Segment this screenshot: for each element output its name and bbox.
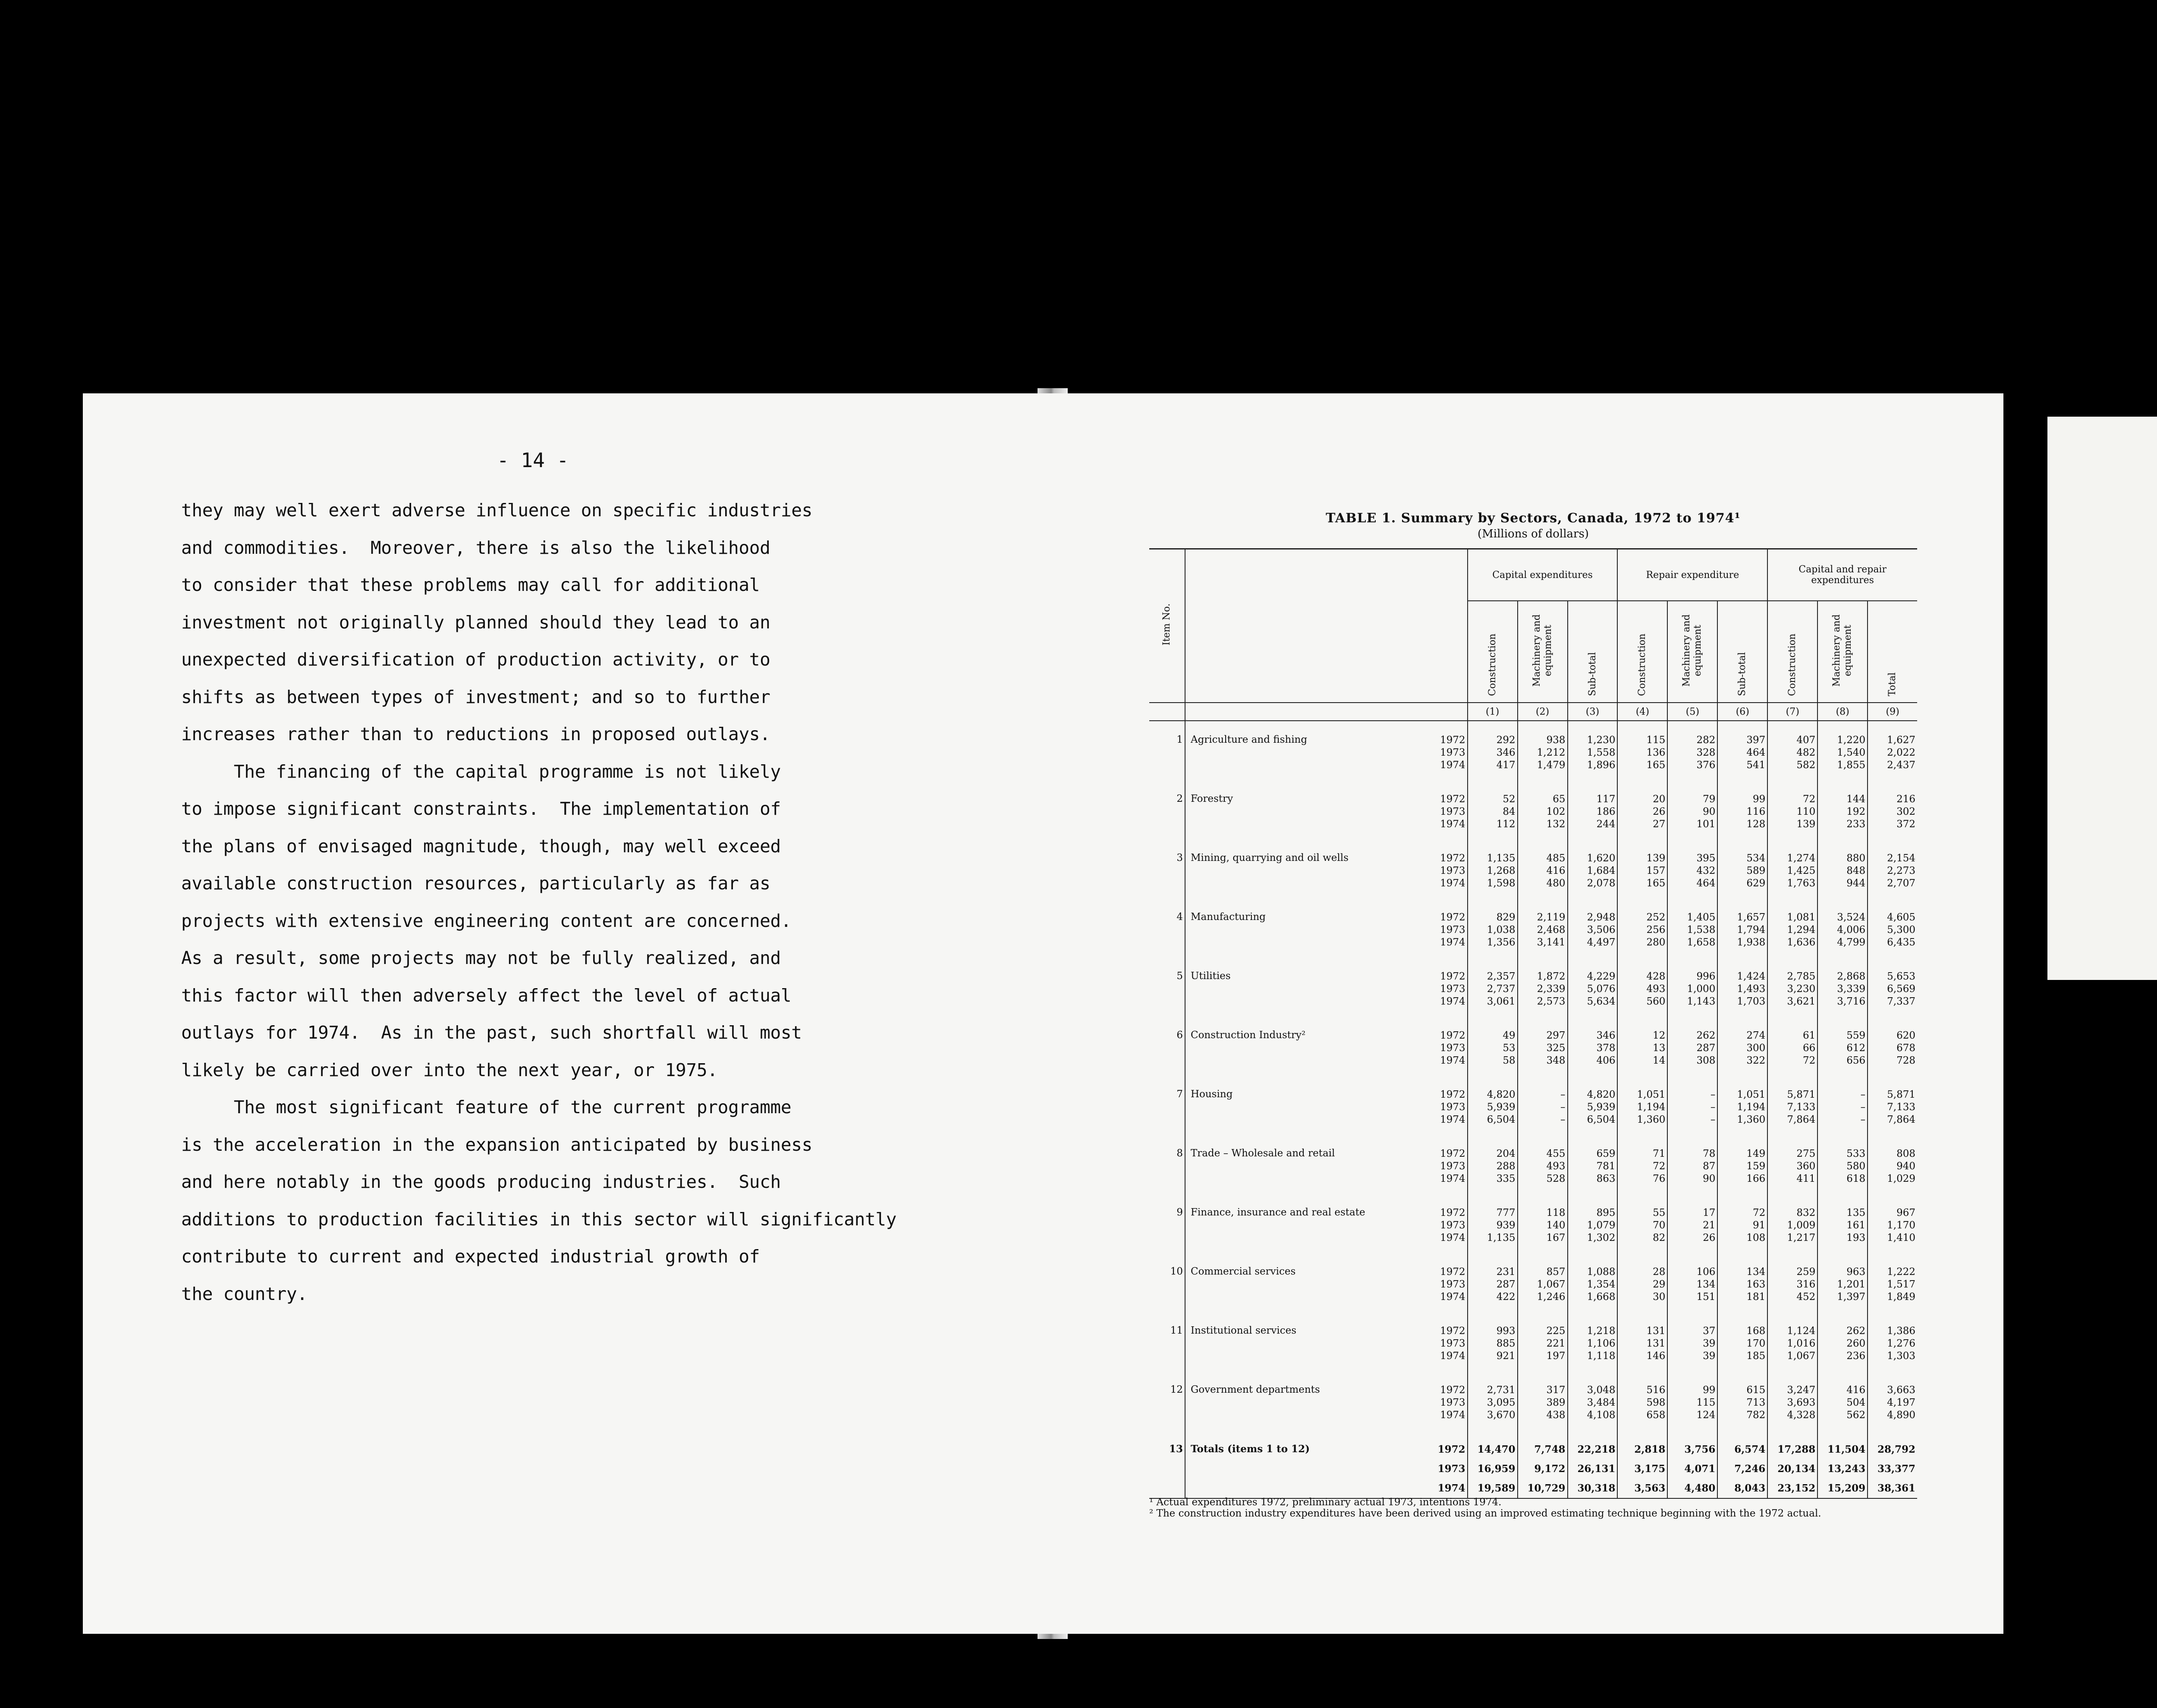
item-no-header: Item No. <box>1149 549 1185 703</box>
value-cell: 1,274 1,425 1,763 <box>1767 839 1817 898</box>
total-cell: 2,818 <box>1617 1430 1667 1459</box>
value-cell: 3,663 4,197 4,890 <box>1868 1371 1917 1430</box>
value-cell: 1,657 1,794 1,938 <box>1717 898 1767 958</box>
value-cell: – – – <box>1817 1076 1868 1135</box>
value-cell: 395 432 464 <box>1667 839 1717 898</box>
item-number: 2 <box>1176 793 1183 804</box>
total-cell: 28,792 <box>1868 1430 1917 1459</box>
item-number: 10 <box>1170 1266 1183 1277</box>
total-cell: 13,243 <box>1817 1459 1868 1479</box>
right-page <box>1046 393 2003 1634</box>
value-cell: 134 163 181 <box>1717 1253 1767 1312</box>
table-row <box>1149 1017 1917 1076</box>
value-cell: 2,785 3,230 3,621 <box>1767 958 1817 1017</box>
column-number: (1) <box>1468 703 1518 721</box>
value-cell: 455 493 528 <box>1518 1135 1568 1194</box>
totals-label <box>1185 1459 1429 1479</box>
total-cell: 10,729 <box>1518 1479 1568 1498</box>
value-cell: 1,620 1,684 2,078 <box>1568 839 1618 898</box>
item-number: 1 <box>1176 734 1183 745</box>
total-cell: 7,246 <box>1717 1459 1767 1479</box>
total-cell: 26,131 <box>1568 1459 1618 1479</box>
value-cell: 1,124 1,016 1,067 <box>1767 1312 1817 1371</box>
text-line: and commodities. Moreover, there is also the likelihood <box>181 537 770 558</box>
value-cell: 2,154 2,273 2,707 <box>1868 839 1917 898</box>
total-cell: 17,288 <box>1767 1430 1817 1459</box>
table-row <box>1149 1312 1917 1371</box>
value-cell: 659 781 863 <box>1568 1135 1618 1194</box>
value-cell: 397 464 541 <box>1717 721 1767 780</box>
value-cell: 49 53 58 <box>1468 1017 1518 1076</box>
text-line: outlays for 1974. As in the past, such shortfall will most <box>181 1022 802 1043</box>
total-cell: 11,504 <box>1817 1430 1868 1459</box>
item-number: 11 <box>1170 1325 1183 1336</box>
sector-label: Agriculture and fishing <box>1185 721 1429 780</box>
table-title: TABLE 1. Summary by Sectors, Canada, 1972 to 1974¹ <box>1326 511 1741 526</box>
year-labels: 1972 1973 1974 <box>1440 735 1465 771</box>
value-cell: 993 885 921 <box>1468 1312 1518 1371</box>
total-cell: 23,152 <box>1767 1479 1817 1498</box>
column-header: Machinery and equipment <box>1817 601 1868 703</box>
value-cell: 967 1,170 1,410 <box>1868 1194 1917 1253</box>
value-cell: 5,871 7,133 7,864 <box>1868 1076 1917 1135</box>
value-cell: 2,357 2,737 3,061 <box>1468 958 1518 1017</box>
value-cell: 1,424 1,493 1,703 <box>1717 958 1767 1017</box>
text-line: investment not originally planned should they lead to an <box>181 612 770 633</box>
value-cell: 72 91 108 <box>1717 1194 1767 1253</box>
value-cell: 3,524 4,006 4,799 <box>1817 898 1868 958</box>
column-number: (9) <box>1868 703 1917 721</box>
table-row <box>1149 1076 1917 1135</box>
year-labels: 1972 1973 1974 <box>1440 1148 1465 1184</box>
value-cell: 4,820 5,939 6,504 <box>1568 1076 1618 1135</box>
totals-row <box>1149 1459 1917 1479</box>
value-cell: 252 256 280 <box>1617 898 1667 958</box>
value-cell: 516 598 658 <box>1617 1371 1667 1430</box>
total-cell: 6,574 <box>1717 1430 1767 1459</box>
totals-label: Totals (items 1 to 12) <box>1185 1430 1429 1459</box>
summary-table-block <box>1149 511 1917 1499</box>
value-cell: – – – <box>1518 1076 1568 1135</box>
value-cell: 262 260 236 <box>1817 1312 1868 1371</box>
total-cell: 19,589 <box>1468 1479 1518 1498</box>
value-cell: 72 110 139 <box>1767 780 1817 839</box>
value-cell: 996 1,000 1,143 <box>1667 958 1717 1017</box>
value-cell: 1,220 1,540 1,855 <box>1817 721 1868 780</box>
footnote-2: ² The construction industry expenditures have been derived using an improved estimating technique beginning with the 1972 actual. <box>1149 1508 1821 1519</box>
text-line: likely be carried over into the next year, or 1975. <box>181 1059 718 1080</box>
table-row <box>1149 1194 1917 1253</box>
item-number: 13 <box>1169 1443 1183 1455</box>
value-cell: 485 416 480 <box>1518 839 1568 898</box>
value-cell: 139 157 165 <box>1617 839 1667 898</box>
page-number: - 14 - <box>497 449 569 472</box>
column-number: (4) <box>1617 703 1667 721</box>
value-cell: 407 482 582 <box>1767 721 1817 780</box>
total-cell: 15,209 <box>1817 1479 1868 1498</box>
value-cell: 832 1,009 1,217 <box>1767 1194 1817 1253</box>
text-line: and here notably in the goods producing industries. Such <box>181 1171 781 1192</box>
total-cell: 33,377 <box>1868 1459 1917 1479</box>
value-cell: 117 186 244 <box>1568 780 1618 839</box>
value-cell: 1,088 1,354 1,668 <box>1568 1253 1618 1312</box>
value-cell: 880 848 944 <box>1817 839 1868 898</box>
table-row <box>1149 1371 1917 1430</box>
value-cell: 274 300 322 <box>1717 1017 1767 1076</box>
text-line: The most significant feature of the current programme <box>181 1097 792 1118</box>
body-text <box>181 492 1022 1312</box>
text-line: this factor will then adversely affect the level of actual <box>181 985 792 1006</box>
summary-table <box>1149 548 1917 1499</box>
value-cell: 963 1,201 1,397 <box>1817 1253 1868 1312</box>
total-cell: 14,470 <box>1468 1430 1518 1459</box>
column-number: (6) <box>1717 703 1767 721</box>
text-line: the country. <box>181 1283 308 1304</box>
sector-header <box>1185 549 1468 703</box>
year-label: 1974 <box>1429 1479 1468 1498</box>
table-row <box>1149 958 1917 1017</box>
value-cell: 428 493 560 <box>1617 958 1667 1017</box>
total-cell: 9,172 <box>1518 1459 1568 1479</box>
value-cell: 2,948 3,506 4,497 <box>1568 898 1618 958</box>
column-header: Construction <box>1617 601 1667 703</box>
value-cell: – – – <box>1667 1076 1717 1135</box>
year-labels: 1972 1973 1974 <box>1440 1266 1465 1303</box>
value-cell: 106 134 151 <box>1667 1253 1717 1312</box>
value-cell: 4,229 5,076 5,634 <box>1568 958 1618 1017</box>
year-labels: 1972 1973 1974 <box>1440 971 1465 1007</box>
item-number: 9 <box>1176 1207 1183 1218</box>
value-cell: 20 26 27 <box>1617 780 1667 839</box>
item-number <box>1149 1479 1185 1498</box>
text-line: unexpected diversification of production activity, or to <box>181 649 770 670</box>
col-num-spacer <box>1185 703 1468 721</box>
sector-label: Construction Industry² <box>1185 1017 1429 1076</box>
value-cell: 1,230 1,558 1,896 <box>1568 721 1618 780</box>
column-header: Construction <box>1468 601 1518 703</box>
value-cell: 65 102 132 <box>1518 780 1568 839</box>
year-labels: 1972 1973 1974 <box>1440 1207 1465 1243</box>
value-cell: 149 159 166 <box>1717 1135 1767 1194</box>
value-cell: 777 939 1,135 <box>1468 1194 1518 1253</box>
value-cell: 61 66 72 <box>1767 1017 1817 1076</box>
total-cell: 3,175 <box>1617 1459 1667 1479</box>
value-cell: 1,051 1,194 1,360 <box>1717 1076 1767 1135</box>
totals-row <box>1149 1479 1917 1498</box>
value-cell: 204 288 335 <box>1468 1135 1518 1194</box>
total-cell: 4,071 <box>1667 1459 1717 1479</box>
text-line: contribute to current and expected industrial growth of <box>181 1246 760 1267</box>
value-cell: 857 1,067 1,246 <box>1518 1253 1568 1312</box>
footnote-1: ¹ Actual expenditures 1972, preliminary actual 1973, intentions 1974. <box>1149 1497 1502 1508</box>
column-number: (7) <box>1767 703 1817 721</box>
sector-label: Manufacturing <box>1185 898 1429 958</box>
column-header: Sub-total <box>1717 601 1767 703</box>
value-cell: 262 287 308 <box>1667 1017 1717 1076</box>
text-line: The financing of the capital programme is not likely <box>181 761 781 782</box>
value-cell: 135 161 193 <box>1817 1194 1868 1253</box>
column-header: Machinery and equipment <box>1667 601 1717 703</box>
value-cell: 2,731 3,095 3,670 <box>1468 1371 1518 1430</box>
value-cell: 118 140 167 <box>1518 1194 1568 1253</box>
value-cell: 4,820 5,939 6,504 <box>1468 1076 1518 1135</box>
total-cell: 3,756 <box>1667 1430 1717 1459</box>
text-line: additions to production facilities in this sector will significantly <box>181 1209 897 1230</box>
sector-label: Government departments <box>1185 1371 1429 1430</box>
sector-label: Finance, insurance and real estate <box>1185 1194 1429 1253</box>
year-labels: 1972 1973 1974 <box>1440 853 1465 889</box>
sector-label: Housing <box>1185 1076 1429 1135</box>
group-header-capital: Capital expenditures <box>1468 549 1618 601</box>
table-row <box>1149 780 1917 839</box>
total-cell: 4,480 <box>1667 1479 1717 1498</box>
total-cell: 20,134 <box>1767 1459 1817 1479</box>
sector-label: Commercial services <box>1185 1253 1429 1312</box>
value-cell: 71 72 76 <box>1617 1135 1667 1194</box>
column-header: Machinery and equipment <box>1518 601 1568 703</box>
value-cell: 55 70 82 <box>1617 1194 1667 1253</box>
value-cell: 79 90 101 <box>1667 780 1717 839</box>
totals-row <box>1149 1430 1917 1459</box>
value-cell: 37 39 39 <box>1667 1312 1717 1371</box>
value-cell: 99 115 124 <box>1667 1371 1717 1430</box>
value-cell: 346 378 406 <box>1568 1017 1618 1076</box>
text-line: increases rather than to reductions in proposed outlays. <box>181 724 770 744</box>
value-cell: 1,627 2,022 2,437 <box>1868 721 1917 780</box>
item-number: 6 <box>1176 1030 1183 1041</box>
text-line: projects with extensive engineering content are concerned. <box>181 910 792 931</box>
archive-card <box>2047 417 2157 980</box>
sector-label: Trade – Wholesale and retail <box>1185 1135 1429 1194</box>
value-cell: 2,868 3,339 3,716 <box>1817 958 1868 1017</box>
year-label: 1972 <box>1437 1444 1465 1455</box>
group-header-repair: Repair expenditure <box>1617 549 1767 601</box>
column-header: Construction <box>1767 601 1817 703</box>
column-header: Sub-total <box>1568 601 1618 703</box>
year-labels: 1972 1973 1974 <box>1440 912 1465 948</box>
sector-label: Utilities <box>1185 958 1429 1017</box>
table-row <box>1149 1135 1917 1194</box>
value-cell: 3,247 3,693 4,328 <box>1767 1371 1817 1430</box>
value-cell: 620 678 728 <box>1868 1017 1917 1076</box>
total-cell: 7,748 <box>1518 1430 1568 1459</box>
value-cell: 292 346 417 <box>1468 721 1518 780</box>
column-number: (2) <box>1518 703 1568 721</box>
value-cell: 12 13 14 <box>1617 1017 1667 1076</box>
value-cell: 1,872 2,339 2,573 <box>1518 958 1568 1017</box>
value-cell: 533 580 618 <box>1817 1135 1868 1194</box>
table-row <box>1149 839 1917 898</box>
totals-label <box>1185 1479 1429 1498</box>
value-cell: 895 1,079 1,302 <box>1568 1194 1618 1253</box>
text-line: the plans of envisaged magnitude, though, may well exceed <box>181 835 781 857</box>
value-cell: 5,871 7,133 7,864 <box>1767 1076 1817 1135</box>
col-num-spacer <box>1149 703 1185 721</box>
text-line: to consider that these problems may call for additional <box>181 575 760 595</box>
text-line: to impose significant constraints. The implementation of <box>181 798 781 819</box>
value-cell: 28 29 30 <box>1617 1253 1667 1312</box>
column-number: (8) <box>1817 703 1868 721</box>
value-cell: 808 940 1,029 <box>1868 1135 1917 1194</box>
value-cell: 144 192 233 <box>1817 780 1868 839</box>
value-cell: 1,222 1,517 1,849 <box>1868 1253 1917 1312</box>
value-cell: 17 21 26 <box>1667 1194 1717 1253</box>
value-cell: 275 360 411 <box>1767 1135 1817 1194</box>
table-row <box>1149 721 1917 780</box>
total-cell: 30,318 <box>1568 1479 1618 1498</box>
total-cell: 8,043 <box>1717 1479 1767 1498</box>
value-cell: 2,119 2,468 3,141 <box>1518 898 1568 958</box>
text-line: As a result, some projects may not be fully realized, and <box>181 948 781 968</box>
value-cell: 534 589 629 <box>1717 839 1767 898</box>
value-cell: 216 302 372 <box>1868 780 1917 839</box>
year-labels: 1972 1973 1974 <box>1440 1385 1465 1421</box>
text-line: they may well exert adverse influence on specific industries <box>181 500 813 521</box>
value-cell: 1,405 1,538 1,658 <box>1667 898 1717 958</box>
year-labels: 1972 1973 1974 <box>1440 1325 1465 1362</box>
value-cell: 829 1,038 1,356 <box>1468 898 1518 958</box>
item-number: 12 <box>1170 1384 1183 1395</box>
value-cell: 416 504 562 <box>1817 1371 1868 1430</box>
sector-label: Forestry <box>1185 780 1429 839</box>
value-cell: 615 713 782 <box>1717 1371 1767 1430</box>
text-line: is the acceleration in the expansion anticipated by business <box>181 1134 813 1155</box>
table-subtitle: (Millions of dollars) <box>1478 527 1589 540</box>
item-number: 8 <box>1176 1148 1183 1159</box>
year-label: 1973 <box>1437 1463 1465 1475</box>
item-number: 3 <box>1176 852 1183 863</box>
column-number: (5) <box>1667 703 1717 721</box>
total-cell: 16,959 <box>1468 1459 1518 1479</box>
sector-label: Institutional services <box>1185 1312 1429 1371</box>
value-cell: 5,653 6,569 7,337 <box>1868 958 1917 1017</box>
year-labels: 1972 1973 1974 <box>1440 1030 1465 1066</box>
text-line: available construction resources, particularly as far as <box>181 873 770 894</box>
value-cell: 1,218 1,106 1,118 <box>1568 1312 1618 1371</box>
value-cell: 559 612 656 <box>1817 1017 1868 1076</box>
item-number: 5 <box>1176 970 1183 982</box>
value-cell: 4,605 5,300 6,435 <box>1868 898 1917 958</box>
group-header-capital-repair: Capital and repair expenditures <box>1767 549 1917 601</box>
value-cell: 131 131 146 <box>1617 1312 1667 1371</box>
value-cell: 1,081 1,294 1,636 <box>1767 898 1817 958</box>
value-cell: 1,386 1,276 1,303 <box>1868 1312 1917 1371</box>
table-row <box>1149 1253 1917 1312</box>
value-cell: 317 389 438 <box>1518 1371 1568 1430</box>
value-cell: 297 325 348 <box>1518 1017 1568 1076</box>
value-cell: 3,048 3,484 4,108 <box>1568 1371 1618 1430</box>
value-cell: 52 84 112 <box>1468 780 1518 839</box>
table-row <box>1149 898 1917 958</box>
column-number: (3) <box>1568 703 1618 721</box>
value-cell: 168 170 185 <box>1717 1312 1767 1371</box>
value-cell: 259 316 452 <box>1767 1253 1817 1312</box>
value-cell: 115 136 165 <box>1617 721 1667 780</box>
total-cell: 22,218 <box>1568 1430 1618 1459</box>
footnotes <box>1149 1497 1917 1519</box>
value-cell: 231 287 422 <box>1468 1253 1518 1312</box>
value-cell: 1,135 1,268 1,598 <box>1468 839 1518 898</box>
text-line: shifts as between types of investment; and so to further <box>181 686 770 707</box>
left-page <box>83 393 1059 1634</box>
total-cell: 3,563 <box>1617 1479 1667 1498</box>
value-cell: 1,051 1,194 1,360 <box>1617 1076 1667 1135</box>
sector-label: Mining, quarrying and oil wells <box>1185 839 1429 898</box>
item-number: 7 <box>1176 1089 1183 1100</box>
value-cell: 78 87 90 <box>1667 1135 1717 1194</box>
year-labels: 1972 1973 1974 <box>1440 1089 1465 1125</box>
value-cell: 225 221 197 <box>1518 1312 1568 1371</box>
value-cell: 938 1,212 1,479 <box>1518 721 1568 780</box>
year-labels: 1972 1973 1974 <box>1440 794 1465 830</box>
item-number: 4 <box>1176 911 1183 923</box>
value-cell: 282 328 376 <box>1667 721 1717 780</box>
total-cell: 38,361 <box>1868 1479 1917 1498</box>
value-cell: 99 116 128 <box>1717 780 1767 839</box>
item-number <box>1149 1459 1185 1479</box>
column-header: Total <box>1868 601 1917 703</box>
